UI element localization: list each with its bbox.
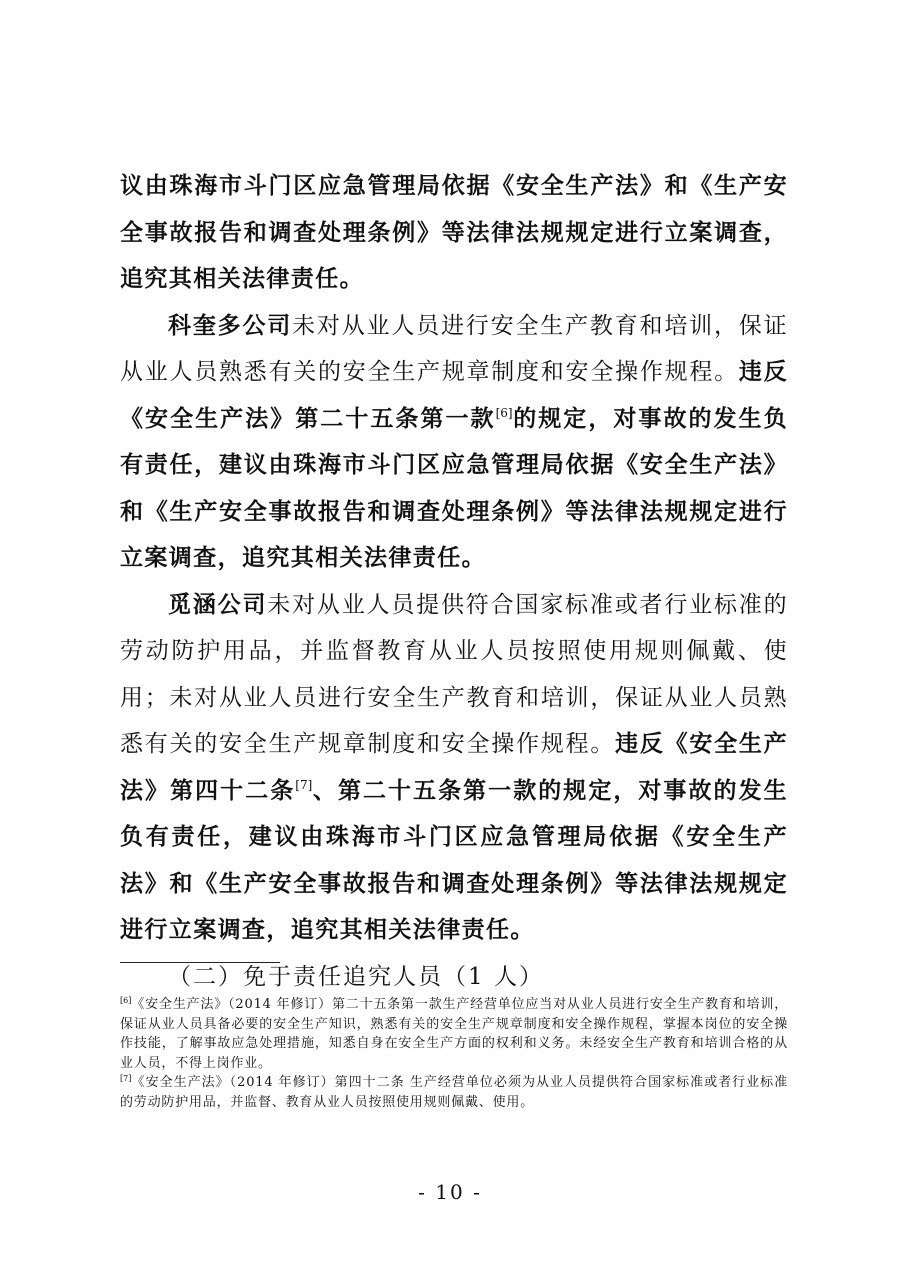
footnote-7 bbox=[120, 1073, 788, 1112]
footnote-marker-6: [6] bbox=[120, 996, 132, 1005]
paragraph-kuiduo-company bbox=[120, 303, 788, 582]
paragraph-mihan-company bbox=[120, 582, 788, 954]
violation-text-mihan: 未对从业人员提供符合国家标准或者行业标准的劳动防护用品，并监督教育从业人员按照使用规则佩戴、使用；未对从业人员进行安全生产教育和培训，保证从业人员熟悉有关的安全生产规章制度和安全操作规程。 bbox=[120, 591, 788, 757]
conclusion-text-mihan-b: 、第二十五条第一款的规定，对事故的发生负有责任，建议由珠海市斗门区应急管理局依据《安全生产法》和《生产安全事故报告和调查处理条例》等法律法规规定进行立案调查，追究其相关法律责任。 bbox=[120, 776, 788, 943]
footnote-ref-7[interactable]: [7] bbox=[295, 777, 313, 792]
footnote-6 bbox=[120, 995, 788, 1073]
company-name-mihan: 觅涵公司 bbox=[168, 590, 268, 618]
footnotes bbox=[120, 995, 788, 1112]
footnote-marker-7: [7] bbox=[120, 1074, 132, 1083]
paragraph-continuation bbox=[120, 163, 788, 303]
body-text bbox=[120, 163, 788, 1000]
violation-text-kuiduo: 未对从业人员进行安全生产教育和培训，保证从业人员熟悉有关的安全生产规章制度和安全操作规程。 bbox=[120, 312, 789, 385]
conclusion-text-kuiduo-b: 的规定，对事故的发生负有责任，建议由珠海市斗门区应急管理局依据《安全生产法》和《生产安全事故报告和调查处理条例》等法律法规规定进行立案调查，追究其相关法律责任。 bbox=[120, 404, 788, 571]
section-subheading: （二）免于责任追究人员（1 人） bbox=[168, 963, 544, 990]
conclusion-text-mihan-a: 违反《安全生产法》第四十二条 bbox=[120, 730, 788, 804]
footnote-text-6: 《安全生产法》（2014 年修订）第二十五条第一款生产经营单位应当对从业人员进行安全生产教育和培训，保证从业人员具备必要的安全生产知识，熟悉有关的安全生产规章制度和安全操作规程，掌握本岗位的安全操作技能，了解事故应急处理措施，知悉自身在安全生产方面的权利和义务。未经安全生产教育和培训合格的从业人员，不得上岗作业。 bbox=[120, 997, 788, 1071]
footnote-text-7: 《安全生产法》（2014 年修订）第四十二条 生产经营单位必须为从业人员提供符合国家标准或者行业标准的劳动防护用品，并监督、教育从业人员按照使用规则佩戴、使用。 bbox=[120, 1075, 788, 1110]
footnote-divider bbox=[120, 962, 280, 963]
paragraph-continuation-text: 议由珠海市斗门区应急管理局依据《安全生产法》和《生产安全事故报告和调查处理条例》等法律法规规定进行立案调查，追究其相关法律责任。 bbox=[120, 172, 788, 292]
conclusion-text-kuiduo-a: 违反《安全生产法》第二十五条第一款 bbox=[120, 358, 788, 432]
page-number: - 10 - bbox=[418, 1180, 482, 1204]
company-name-kuiduo: 科奎多公司 bbox=[168, 311, 293, 339]
footnote-ref-6[interactable]: [6] bbox=[495, 405, 513, 420]
